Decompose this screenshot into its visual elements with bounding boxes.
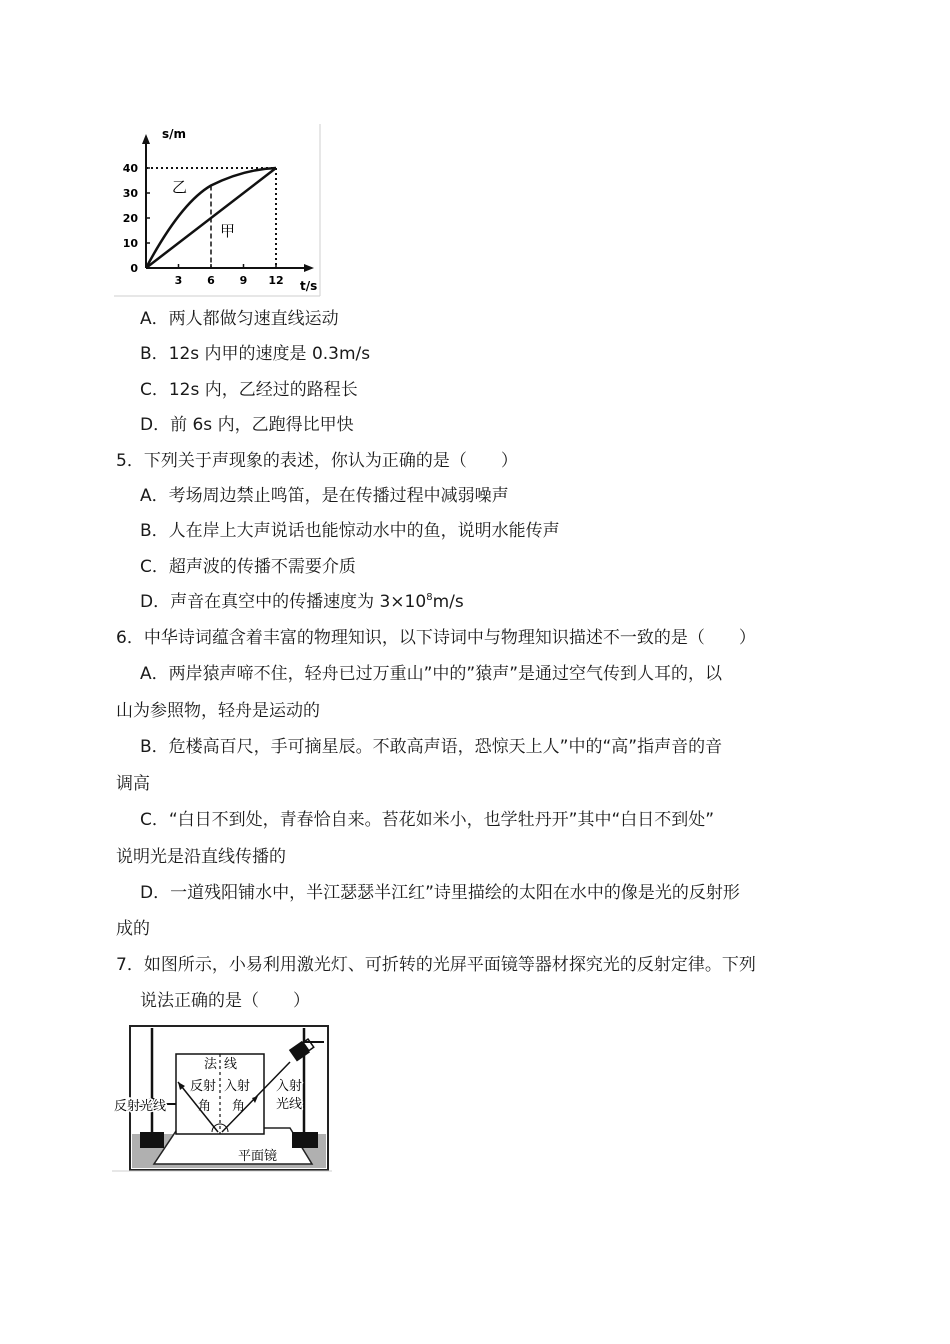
- label-normal-1: 法: [204, 1057, 218, 1072]
- reflection-apparatus-diagram: [112, 1024, 332, 1172]
- q6-stem: 6．中华诗词蕴含着丰富的物理知识，以下诗词中与物理知识描述不一致的是（ ）: [116, 628, 756, 648]
- label-incident-ray-1: 入射: [276, 1079, 303, 1094]
- q7-stem-line2: 说法正确的是（ ）: [140, 991, 310, 1011]
- q6-option-c-line2: 说明光是沿直线传播的: [116, 847, 286, 867]
- q5-option-d: [140, 591, 464, 613]
- y-tick-40: 40: [122, 162, 138, 175]
- y-tick-0: 0: [130, 262, 138, 275]
- label-incidence-angle-2: 角: [232, 1099, 246, 1114]
- y-tick-20: 20: [122, 212, 138, 225]
- x-tick-3: 3: [174, 274, 183, 287]
- distance-time-graph: [112, 122, 324, 298]
- y-axis-arrow: [142, 134, 150, 144]
- q5-d-prefix: D．声音在真空中的传播速度为 3×10: [140, 592, 427, 612]
- q4-option-a: A．两人都做匀速直线运动: [140, 309, 339, 329]
- curve-label-yi: 乙: [172, 178, 188, 196]
- label-reflection-angle-1: 反射: [190, 1079, 217, 1094]
- y-tick-10: 10: [122, 237, 138, 250]
- q5-option-a: A．考场周边禁止鸣笛，是在传播过程中减弱噪声: [140, 486, 509, 506]
- label-reflected-ray: 反射光线: [114, 1099, 167, 1114]
- q6-option-b-line2: 调高: [116, 774, 150, 794]
- q5-d-exponent: 8: [426, 592, 433, 603]
- q6-option-a-line2: 山为参照物，轻舟是运动的: [116, 701, 320, 721]
- x-tick-6: 6: [207, 274, 215, 287]
- q6-option-d-line1: D．一道残阳铺水中，半江瑟瑟半江红”诗里描绘的太阳在水中的像是光的反射形: [140, 883, 740, 903]
- label-incident-ray-2: 光线: [276, 1097, 303, 1112]
- label-reflection-angle-2: 角: [198, 1099, 212, 1114]
- q5-option-b: B．人在岸上大声说话也能惊动水中的鱼，说明水能传声: [140, 521, 560, 541]
- q5-d-suffix: m/s: [432, 592, 464, 612]
- x-tick-12: 12: [268, 274, 284, 287]
- curve-label-jia: 甲: [220, 222, 236, 240]
- q5-stem: 5．下列关于声现象的表述，你认为正确的是（ ）: [116, 451, 518, 471]
- q4-option-b: B．12s 内甲的速度是 0.3m/s: [140, 344, 371, 364]
- label-plane-mirror: 平面镜: [238, 1149, 278, 1164]
- q4-option-c: C．12s 内，乙经过的路程长: [140, 380, 358, 400]
- q5-option-c: C．超声波的传播不需要介质: [140, 557, 356, 577]
- q6-option-a-line1: A．两岸猿声啼不住，轻舟已过万重山”中的”猿声”是通过空气传到人耳的，以: [140, 664, 723, 684]
- label-normal-2: 线: [224, 1057, 238, 1072]
- q6-option-b-line1: B．危楼高百尺，手可摘星辰。不敢高声语，恐惊天上人”中的“高”指声音的音: [140, 737, 723, 757]
- y-axis-label: s/m: [162, 127, 187, 141]
- label-incidence-angle-1: 入射: [224, 1079, 251, 1094]
- q7-stem-line1: 7．如图所示，小易利用激光灯、可折转的光屏平面镜等器材探究光的反射定律。下列: [116, 955, 756, 975]
- x-tick-9: 9: [239, 274, 248, 287]
- q4-option-d: D．前 6s 内，乙跑得比甲快: [140, 415, 354, 435]
- q6-option-d-line2: 成的: [116, 919, 150, 939]
- y-tick-30: 30: [122, 187, 138, 200]
- q6-option-c-line1: C．“白日不到处，青春恰自来。苔花如米小，也学牡丹开”其中“白日不到处”: [140, 810, 715, 830]
- x-axis-label: t/s: [300, 279, 318, 293]
- x-axis-arrow: [304, 264, 314, 272]
